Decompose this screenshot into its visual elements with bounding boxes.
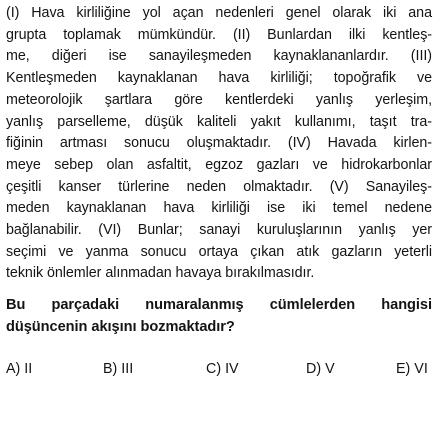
- question-stem: [6, 295, 432, 338]
- passage-line: me, diğeri ise sanayileşmeden kaynaklananlardır. (III): [6, 48, 432, 65]
- passage-line: (I) Hava kirliliğine yol açan nedenleri genel olarak iki ana: [6, 5, 432, 21]
- option-text: VI: [414, 360, 428, 377]
- passage-line: teknik önlemler alınmadan havaya bırakılmasıdır.: [6, 265, 315, 282]
- passage: [6, 3, 432, 285]
- option-c[interactable]: [206, 361, 239, 377]
- passage-line: meden kaynaklanan hava kirliliği ise iki temel nedene: [6, 200, 432, 217]
- passage-line: bağlanabilir. (VI) Bunlar; sanayi kuruluşlarının yanlış yer: [6, 222, 432, 239]
- passage-line: yanlış parselleme, düşük kaliteli yakıt kullanımı, taşıt tra-: [6, 113, 432, 130]
- option-a[interactable]: [6, 361, 32, 377]
- passage-line: fiğinin artması sonucu oluşmaktadır. (IV) Havada kirlen-: [6, 135, 432, 152]
- option-letter: C): [206, 360, 222, 377]
- passage-line: meye sebep olan asfaltit, egzoz gazları ve hidrokarbonlar: [6, 156, 432, 173]
- option-letter: D): [306, 360, 322, 377]
- option-text: III: [121, 360, 134, 377]
- option-e[interactable]: [396, 361, 428, 377]
- question-page: [6, 3, 432, 385]
- passage-line: seçimi ve yanma sonucu ortaya çıkan atık gazların yeterli: [6, 243, 432, 260]
- passage-line: çeşitli kanser türlerine neden olmaktadır. (V) Sanayileş-: [6, 178, 432, 195]
- passage-line: Kentleşmeden kaynaklanan hava kirliliği; topoğrafik ve: [6, 70, 432, 87]
- option-text: II: [24, 360, 33, 377]
- option-letter: E): [396, 360, 411, 377]
- option-letter: B): [103, 360, 118, 377]
- question-line: düşüncenin akışını bozmaktadır?: [6, 318, 235, 335]
- option-d[interactable]: [306, 361, 335, 377]
- answer-options: [6, 361, 432, 385]
- option-text: IV: [225, 360, 239, 377]
- option-letter: A): [6, 360, 21, 377]
- passage-line: meteorolojik şartlara göre kentlerdeki yanlış yerleşim,: [6, 91, 432, 108]
- option-b[interactable]: [103, 361, 133, 377]
- passage-line: grupta toplamak mümkündür. (II) Bunlardan ilki kentleş-: [6, 26, 432, 43]
- option-text: V: [325, 360, 335, 377]
- question-line: Bu parçadaki numaralanmış cümlelerden hangisi: [6, 297, 432, 314]
